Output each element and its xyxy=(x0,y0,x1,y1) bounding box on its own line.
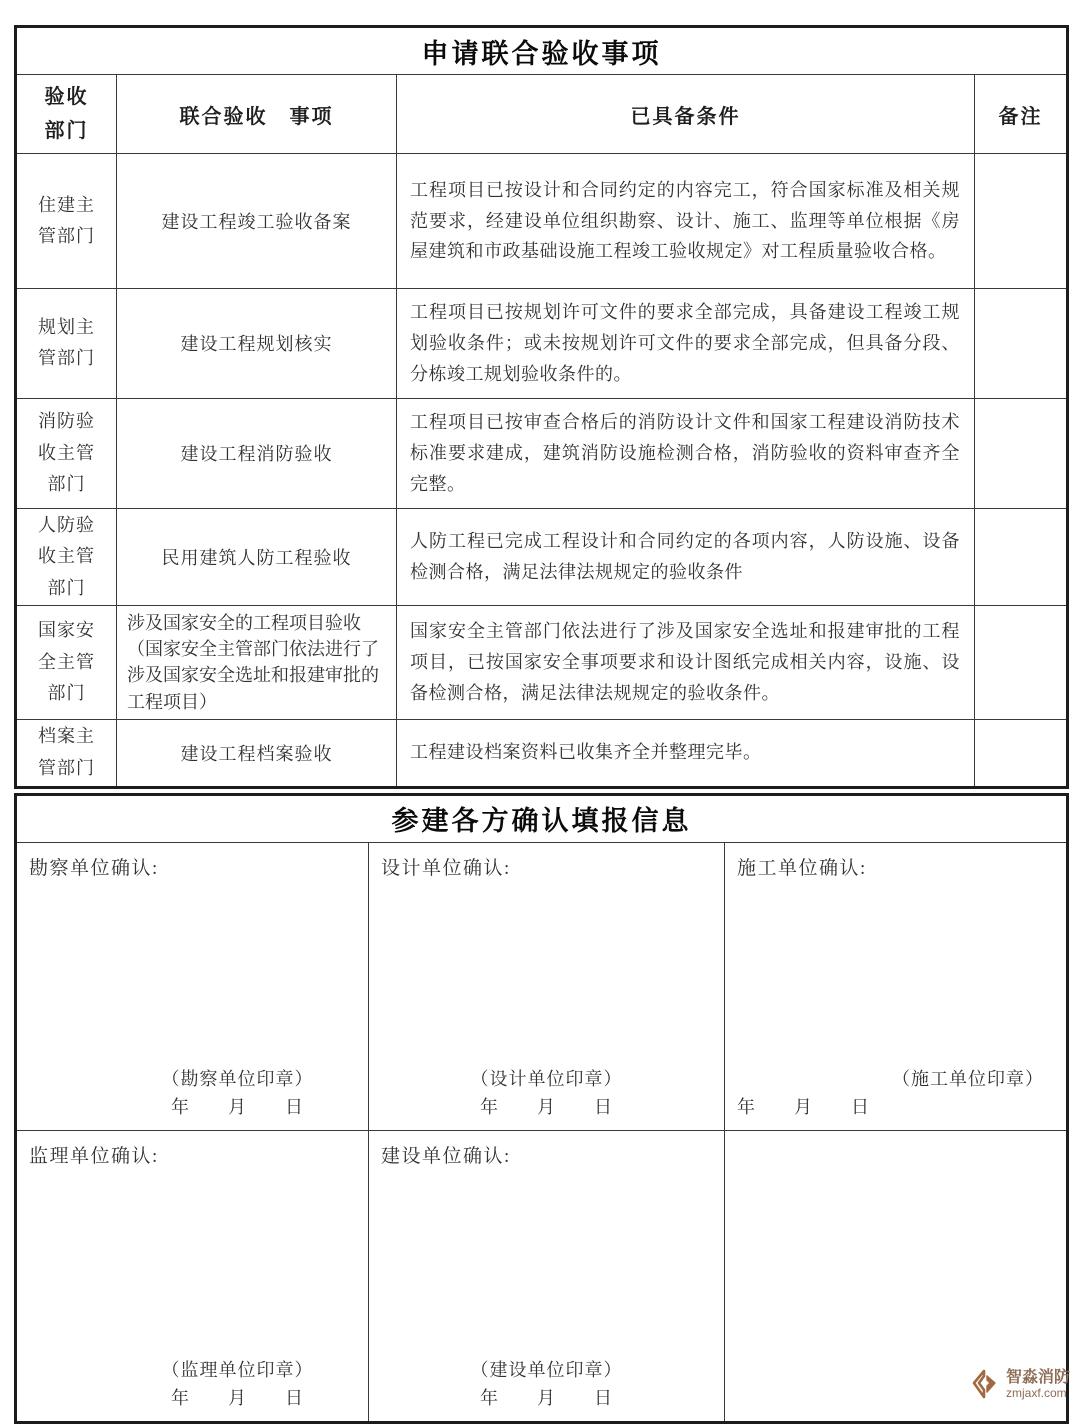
condition-cell: 人防工程已完成工程设计和合同约定的各项内容，人防设施、设备检测合格，满足法律法规规定的验收条件 xyxy=(397,508,975,606)
zhimiao-logo-icon xyxy=(971,1368,1001,1402)
watermark-text xyxy=(1006,1370,1070,1399)
remark-cell xyxy=(975,719,1068,787)
stamp-placeholder: （监理单位印章） xyxy=(161,1359,314,1380)
dept-cell: 档案主管部门 xyxy=(16,719,117,787)
stamp-placeholder: （建设单位印章） xyxy=(470,1359,623,1380)
remark-cell xyxy=(975,289,1068,399)
remark-cell xyxy=(975,606,1068,719)
watermark-name: 智淼消防 xyxy=(1005,1369,1070,1387)
confirmation-row-2 xyxy=(16,1130,1068,1422)
confirmation-title-row xyxy=(16,794,1068,842)
dept-cell: 国家安全主管部门 xyxy=(16,606,117,719)
survey-unit-label: 勘察单位确认: xyxy=(29,857,159,879)
header-dept-label: 验收部门 xyxy=(44,86,89,142)
confirmation-row-1 xyxy=(16,842,1068,1130)
owner-unit-cell xyxy=(369,1130,725,1422)
acceptance-header-row xyxy=(16,75,1068,154)
stamp-placeholder: （设计单位印章） xyxy=(470,1068,623,1089)
item-cell: 建设工程消防验收 xyxy=(117,398,397,508)
table-row xyxy=(16,289,1068,399)
site-watermark xyxy=(971,1368,1070,1402)
date-placeholder: 年 月 日 xyxy=(171,1387,304,1408)
dept-cell: 人防验收主管部门 xyxy=(16,508,117,606)
survey-unit-cell xyxy=(16,842,369,1130)
item-cell: 民用建筑人防工程验收 xyxy=(117,508,397,606)
remark-cell xyxy=(975,154,1068,289)
supervision-stamp-area xyxy=(17,1357,368,1413)
header-dept xyxy=(16,75,117,154)
stamp-placeholder: （施工单位印章） xyxy=(892,1068,1045,1089)
header-item: 联合验收 事项 xyxy=(117,75,397,154)
condition-cell: 工程项目已按规划许可文件的要求全部完成，具备建设工程竣工规划验收条件；或未按规划许可文件的要求全部完成，但具备分段、分栋竣工规划验收条件的。 xyxy=(397,289,975,399)
condition-cell: 工程建设档案资料已收集齐全并整理完毕。 xyxy=(397,719,975,787)
date-placeholder: 年 月 日 xyxy=(480,1387,613,1408)
condition-cell: 国家安全主管部门依法进行了涉及国家安全选址和报建审批的工程项目，已按国家安全事项要求和设计图纸完成相关内容，设施、设备检测合格，满足法律法规规定的验收条件。 xyxy=(397,606,975,719)
watermark-url: zmjaxf.com xyxy=(1005,1386,1067,1401)
table-row xyxy=(16,508,1068,606)
condition-cell: 工程项目已按审查合格后的消防设计文件和国家工程建设消防技术标准要求建成，建筑消防设施检测合格，消防验收的资料审查齐全完整。 xyxy=(397,398,975,508)
remark-cell xyxy=(975,398,1068,508)
item-cell: 建设工程竣工验收备案 xyxy=(117,154,397,289)
header-condition: 已具备条件 xyxy=(397,75,975,154)
date-placeholder: 年 月 日 xyxy=(737,1096,870,1117)
construction-unit-label: 施工单位确认: xyxy=(737,857,867,879)
stamp-placeholder: （勘察单位印章） xyxy=(161,1068,314,1089)
date-placeholder: 年 月 日 xyxy=(480,1096,613,1117)
confirmation-table-title: 参建各方确认填报信息 xyxy=(16,794,1068,842)
item-cell: 建设工程档案验收 xyxy=(117,719,397,787)
survey-stamp-area xyxy=(17,1066,368,1122)
header-remark: 备注 xyxy=(975,75,1068,154)
scanned-form-page xyxy=(0,25,1080,1408)
design-unit-label: 设计单位确认: xyxy=(381,857,511,879)
supervision-unit-label: 监理单位确认: xyxy=(29,1145,159,1167)
table-row xyxy=(16,154,1068,289)
owner-stamp-area xyxy=(369,1357,724,1413)
table-row xyxy=(16,398,1068,508)
confirmation-table xyxy=(14,793,1069,1424)
dept-cell: 规划主管部门 xyxy=(16,289,117,399)
table-row xyxy=(16,719,1068,787)
acceptance-title-row xyxy=(16,27,1068,75)
supervision-unit-cell xyxy=(16,1130,369,1422)
design-unit-cell xyxy=(369,842,725,1130)
owner-unit-label: 建设单位确认: xyxy=(381,1145,511,1167)
design-stamp-area xyxy=(369,1066,724,1122)
item-cell: 涉及国家安全的工程项目验收（国家安全主管部门依法进行了涉及国家安全选址和报建审批的工程项目） xyxy=(117,606,397,719)
date-placeholder: 年 月 日 xyxy=(171,1096,304,1117)
dept-cell: 住建主管部门 xyxy=(16,154,117,289)
condition-cell: 工程项目已按设计和合同约定的内容完工，符合国家标准及相关规范要求，经建设单位组织勘察、设计、施工、监理等单位根据《房屋建筑和市政基础设施工程竣工验收规定》对工程质量验收合格。 xyxy=(397,154,975,289)
item-cell: 建设工程规划核实 xyxy=(117,289,397,399)
dept-cell: 消防验收主管部门 xyxy=(16,398,117,508)
remark-cell xyxy=(975,508,1068,606)
construction-stamp-area xyxy=(725,1066,1066,1122)
acceptance-table-title: 申请联合验收事项 xyxy=(16,27,1068,75)
acceptance-table xyxy=(14,25,1069,789)
table-row xyxy=(16,606,1068,719)
construction-unit-cell xyxy=(725,842,1068,1130)
